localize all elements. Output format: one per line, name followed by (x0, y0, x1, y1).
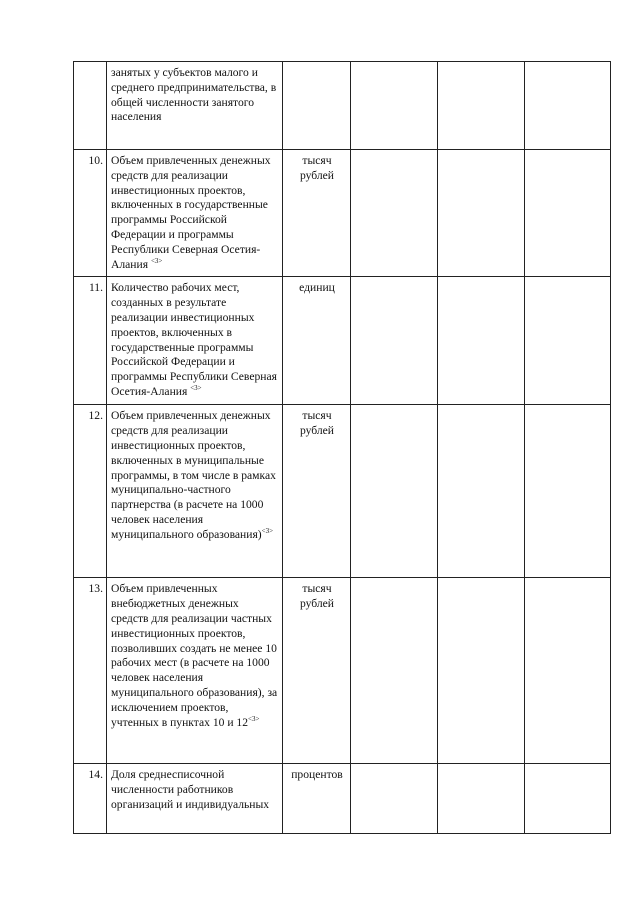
footnote-ref: <3> (150, 256, 163, 265)
table-row (74, 150, 611, 277)
row-number: 14. (74, 764, 107, 834)
value-cell (351, 405, 438, 578)
value-cell (351, 277, 438, 405)
value-cell (438, 578, 525, 764)
value-cell (351, 62, 438, 150)
value-cell (438, 277, 525, 405)
indicator-label: Объем привлеченных денежных средств для реализации инвестиционных проектов, включенных в муниципальные программы, в том числе в рамках муниципально-частного партнерства (в расчете на 1000 человек населения муниципального образования) (111, 409, 276, 541)
indicator-text (107, 764, 283, 834)
table-row (74, 578, 611, 764)
value-cell (525, 277, 611, 405)
footnote-ref: <3> (190, 384, 202, 393)
table-row (74, 277, 611, 405)
indicator-label: Доля среднесписочной численности работников организаций и индивидуальных (111, 768, 270, 811)
indicators-table (73, 61, 611, 834)
value-cell (525, 405, 611, 578)
row-number (74, 62, 107, 150)
table-row (74, 62, 611, 150)
value-cell (438, 150, 525, 277)
value-cell (525, 764, 611, 834)
indicator-label: занятых у субъектов малого и среднего предпринимательства, в общей численности занятого населения (111, 66, 277, 124)
row-number: 13. (74, 578, 107, 764)
unit-cell (283, 62, 351, 150)
indicator-label: Объем привлеченных внебюджетных денежных средств для реализации частных инвестиционных проектов, позволивших создать не менее 10 рабочих мест (в расчете на 1000 человек населения муниципального образования), за исключением проектов, учтенных в пунктах 10 и 12 (111, 582, 278, 729)
value-cell (351, 578, 438, 764)
value-cell (525, 150, 611, 277)
value-cell (525, 578, 611, 764)
value-cell (525, 62, 611, 150)
unit-cell: тысяч рублей (283, 150, 351, 277)
value-cell (438, 62, 525, 150)
unit-cell: тысяч рублей (283, 578, 351, 764)
unit-cell: процентов (283, 764, 351, 834)
indicator-label: Количество рабочих мест, созданных в результате реализации инвестиционных проектов, включенных в государственные программы Российской Федерации и программы Республики Северная Осетия-Алания (111, 281, 277, 398)
value-cell (351, 764, 438, 834)
value-cell (438, 405, 525, 578)
indicator-text (107, 150, 283, 277)
value-cell (351, 150, 438, 277)
indicator-text (107, 277, 283, 405)
row-number: 12. (74, 405, 107, 578)
indicator-text (107, 405, 283, 578)
unit-cell: единиц (283, 277, 351, 405)
indicator-label: Объем привлеченных денежных средств для реализации инвестиционных проектов, включенных в государственные программы Российской Федерации и программы Республики Северная Осетия-Алания (111, 154, 271, 271)
unit-cell: тысяч рублей (283, 405, 351, 578)
indicator-text (107, 578, 283, 764)
row-number: 10. (74, 150, 107, 277)
footnote-ref: <3> (261, 526, 274, 535)
indicator-text (107, 62, 283, 150)
table-row (74, 405, 611, 578)
row-number: 11. (74, 277, 107, 405)
footnote-ref: <3> (248, 714, 260, 723)
table-row (74, 764, 611, 834)
value-cell (438, 764, 525, 834)
